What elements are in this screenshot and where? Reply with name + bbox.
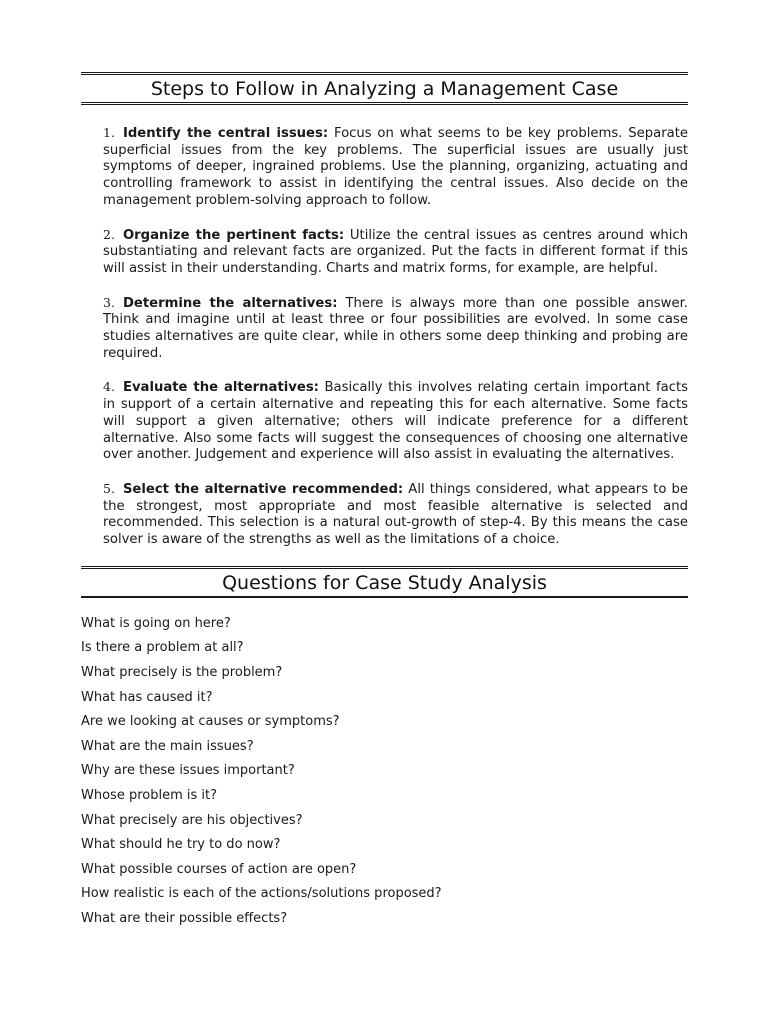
section-title-bar bbox=[81, 566, 688, 598]
question-item: Whose problem is it? bbox=[81, 787, 217, 803]
step-text: There is always more than one possible answer. Think and imagine until at least three or four possibilities are evolved. In some case studies alternatives are quite clear, while in others some deep thinking and probing are required. bbox=[103, 295, 688, 361]
step-heading: Identify the central issues: bbox=[122, 126, 329, 141]
step-item bbox=[103, 379, 688, 464]
step-item bbox=[103, 227, 688, 278]
questions-list bbox=[81, 612, 688, 932]
step-heading: Evaluate the alternatives: bbox=[122, 380, 319, 396]
step-heading: Determine the alternatives: bbox=[122, 295, 338, 311]
step-text: Basically this involves relating certain important facts in support of a certain alternative and repeating this for each alternative. Some facts will support a given alternative; others will indicate preference for a different alternative. Also some facts will suggest the consequences of choosing one alternative over another. Judgement and experience will also assist in evaluating the alternatives. bbox=[103, 380, 688, 463]
section-title-bar bbox=[81, 72, 688, 105]
question-item: How realistic is each of the actions/solutions proposed? bbox=[81, 886, 442, 902]
question-item: What possible courses of action are open? bbox=[81, 861, 357, 877]
step-number: 5. bbox=[103, 480, 115, 496]
section-title: Questions for Case Study Analysis bbox=[222, 571, 547, 594]
step-number: 1. bbox=[103, 125, 115, 140]
document-page bbox=[81, 72, 688, 931]
question-item: Are we looking at causes or symptoms? bbox=[81, 714, 340, 730]
step-number: 4. bbox=[103, 379, 115, 395]
step-item bbox=[103, 125, 688, 210]
questions-section bbox=[81, 566, 688, 932]
question-item: What are the main issues? bbox=[81, 738, 254, 754]
question-item: Is there a problem at all? bbox=[81, 640, 244, 656]
step-number: 3. bbox=[103, 294, 115, 310]
step-heading: Organize the pertinent facts: bbox=[122, 227, 345, 243]
step-text: Focus on what seems to be key problems. Separate superficial issues from the key problems. The superficial issues are usually just symptoms of deeper, ingrained problems. Use the planning, organizing, actuating and controlling framework to assist in identifying the central issues. Also decide on the management problem-solving approach to follow. bbox=[103, 126, 688, 208]
step-item bbox=[103, 295, 688, 363]
step-heading: Select the alternative recommended: bbox=[122, 481, 404, 497]
section-title: Steps to Follow in Analyzing a Management Case bbox=[150, 78, 619, 100]
step-number: 2. bbox=[103, 226, 115, 242]
step-text: All things considered, what appears to be the strongest, most appropriate and most feasible alternative is selected and recommended. This selection is a natural out-growth of step-4. By this means the case solver is aware of the strengths as well as the limitations of a choice. bbox=[103, 481, 688, 548]
question-item: Why are these issues important? bbox=[81, 763, 295, 779]
question-item: What precisely are his objectives? bbox=[81, 812, 303, 828]
steps-list bbox=[103, 125, 688, 549]
question-item: What is going on here? bbox=[81, 615, 231, 631]
question-item: What precisely is the problem? bbox=[81, 664, 283, 680]
question-item: What are their possible effects? bbox=[81, 910, 288, 926]
step-text: Utilize the central issues as centres around which substantiating and relevant facts are organized. Put the facts in different format if this will assist in their understanding. Charts and matrix forms, for example, are helpful. bbox=[103, 227, 689, 276]
question-item: What has caused it? bbox=[81, 689, 213, 705]
question-item: What should he try to do now? bbox=[81, 837, 281, 853]
step-item bbox=[103, 481, 688, 549]
